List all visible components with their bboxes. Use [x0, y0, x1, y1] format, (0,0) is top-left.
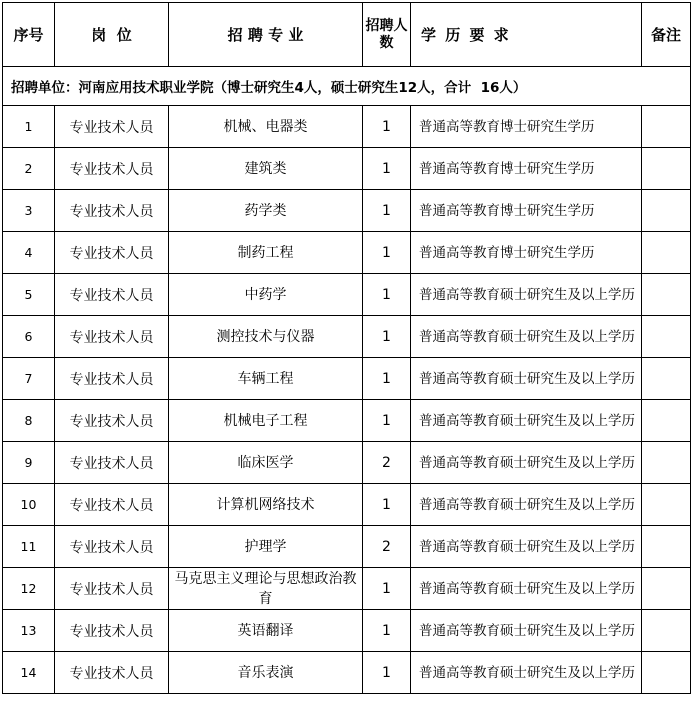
header-education: 学 历 要 求 [411, 3, 642, 67]
row-index: 11 [3, 526, 55, 568]
row-education: 普通高等教育硕士研究生及以上学历 [411, 400, 642, 442]
row-post: 专业技术人员 [55, 148, 169, 190]
row-count: 1 [363, 652, 411, 694]
row-education: 普通高等教育硕士研究生及以上学历 [411, 484, 642, 526]
row-index: 14 [3, 652, 55, 694]
row-post: 专业技术人员 [55, 610, 169, 652]
header-count: 招聘人数 [363, 3, 411, 67]
row-note [642, 400, 691, 442]
row-post: 专业技术人员 [55, 400, 169, 442]
row-post: 专业技术人员 [55, 568, 169, 610]
row-note [642, 526, 691, 568]
row-index: 10 [3, 484, 55, 526]
row-index: 9 [3, 442, 55, 484]
row-index: 7 [3, 358, 55, 400]
row-post: 专业技术人员 [55, 652, 169, 694]
header-major: 招 聘 专 业 [169, 3, 363, 67]
row-count: 1 [363, 106, 411, 148]
row-major: 马克思主义理论与思想政治教育 [169, 568, 363, 610]
table-row [3, 526, 691, 568]
row-major: 英语翻译 [169, 610, 363, 652]
row-index: 4 [3, 232, 55, 274]
table-row [3, 400, 691, 442]
row-major: 音乐表演 [169, 652, 363, 694]
header-note: 备注 [642, 3, 691, 67]
unit-row [3, 67, 691, 106]
row-count: 1 [363, 190, 411, 232]
row-post: 专业技术人员 [55, 190, 169, 232]
row-index: 3 [3, 190, 55, 232]
row-major: 护理学 [169, 526, 363, 568]
row-post: 专业技术人员 [55, 106, 169, 148]
row-post: 专业技术人员 [55, 316, 169, 358]
row-post: 专业技术人员 [55, 232, 169, 274]
row-count: 1 [363, 232, 411, 274]
row-education: 普通高等教育硕士研究生及以上学历 [411, 652, 642, 694]
row-education: 普通高等教育硕士研究生及以上学历 [411, 358, 642, 400]
header-row [3, 3, 691, 67]
row-note [642, 568, 691, 610]
row-count: 1 [363, 316, 411, 358]
row-note [642, 232, 691, 274]
row-note [642, 610, 691, 652]
row-education: 普通高等教育博士研究生学历 [411, 190, 642, 232]
row-education: 普通高等教育硕士研究生及以上学历 [411, 568, 642, 610]
row-count: 2 [363, 526, 411, 568]
table-row [3, 610, 691, 652]
row-education: 普通高等教育博士研究生学历 [411, 232, 642, 274]
row-post: 专业技术人员 [55, 526, 169, 568]
row-major: 计算机网络技术 [169, 484, 363, 526]
row-education: 普通高等教育硕士研究生及以上学历 [411, 526, 642, 568]
row-education: 普通高等教育硕士研究生及以上学历 [411, 274, 642, 316]
row-index: 13 [3, 610, 55, 652]
table-row [3, 652, 691, 694]
row-note [642, 484, 691, 526]
row-count: 1 [363, 484, 411, 526]
row-note [642, 148, 691, 190]
row-education: 普通高等教育硕士研究生及以上学历 [411, 442, 642, 484]
header-post: 岗 位 [55, 3, 169, 67]
table-row [3, 190, 691, 232]
header-index: 序号 [3, 3, 55, 67]
row-index: 12 [3, 568, 55, 610]
row-major: 药学类 [169, 190, 363, 232]
table-row [3, 148, 691, 190]
row-post: 专业技术人员 [55, 442, 169, 484]
row-major: 临床医学 [169, 442, 363, 484]
table-row [3, 442, 691, 484]
row-note [642, 358, 691, 400]
row-count: 2 [363, 442, 411, 484]
row-note [642, 106, 691, 148]
row-post: 专业技术人员 [55, 484, 169, 526]
unit-line: 招聘单位：河南应用技术职业学院（博士研究生4人，硕士研究生12人，合计 16人） [3, 67, 691, 106]
row-count: 1 [363, 400, 411, 442]
row-index: 6 [3, 316, 55, 358]
row-major: 中药学 [169, 274, 363, 316]
table-row [3, 358, 691, 400]
row-major: 测控技术与仪器 [169, 316, 363, 358]
row-major: 制药工程 [169, 232, 363, 274]
row-index: 5 [3, 274, 55, 316]
table-row [3, 232, 691, 274]
row-education: 普通高等教育硕士研究生及以上学历 [411, 610, 642, 652]
row-major: 机械电子工程 [169, 400, 363, 442]
row-major: 建筑类 [169, 148, 363, 190]
row-index: 8 [3, 400, 55, 442]
row-note [642, 442, 691, 484]
row-count: 1 [363, 610, 411, 652]
row-note [642, 274, 691, 316]
row-count: 1 [363, 148, 411, 190]
row-education: 普通高等教育博士研究生学历 [411, 148, 642, 190]
recruitment-table [2, 2, 691, 694]
row-index: 2 [3, 148, 55, 190]
row-note [642, 316, 691, 358]
table-row [3, 568, 691, 610]
row-index: 1 [3, 106, 55, 148]
row-major: 车辆工程 [169, 358, 363, 400]
table-row [3, 484, 691, 526]
row-major: 机械、电器类 [169, 106, 363, 148]
table-row [3, 274, 691, 316]
table-row [3, 316, 691, 358]
row-count: 1 [363, 274, 411, 316]
row-note [642, 652, 691, 694]
row-education: 普通高等教育硕士研究生及以上学历 [411, 316, 642, 358]
row-count: 1 [363, 358, 411, 400]
row-post: 专业技术人员 [55, 358, 169, 400]
table-row [3, 106, 691, 148]
row-count: 1 [363, 568, 411, 610]
row-post: 专业技术人员 [55, 274, 169, 316]
row-education: 普通高等教育博士研究生学历 [411, 106, 642, 148]
row-note [642, 190, 691, 232]
